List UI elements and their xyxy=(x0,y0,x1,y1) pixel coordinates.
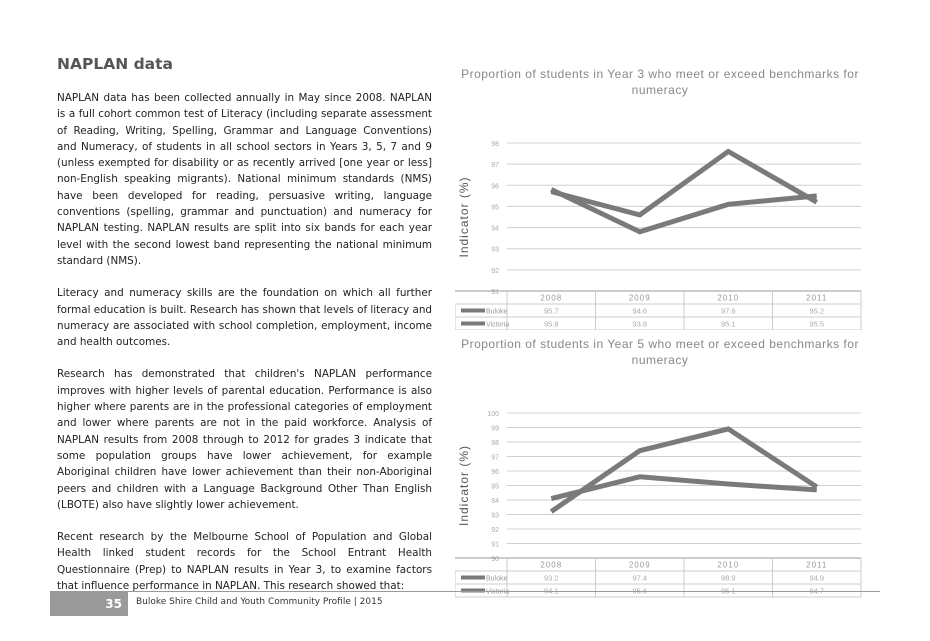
x-tick-label: 2009 xyxy=(628,293,651,303)
data-label: 97.4 xyxy=(632,573,648,583)
y-tick-label: 94 xyxy=(491,225,499,233)
year3-numeracy-chart xyxy=(455,66,865,335)
data-label: 95.1 xyxy=(720,319,736,329)
y-tick-label: 99 xyxy=(491,425,499,433)
y-tick-label: 94 xyxy=(491,498,499,505)
footer-text: Buloke Shire Child and Youth Community Profile | 2015 xyxy=(136,597,383,607)
y-axis-label: Indicator (%) xyxy=(457,176,471,258)
data-label: 94.6 xyxy=(632,306,648,316)
series-line-buloke xyxy=(551,429,817,512)
y-tick-label: 93 xyxy=(491,512,499,520)
series-line-buloke xyxy=(551,151,817,214)
data-label: 94.1 xyxy=(543,586,559,596)
data-label: 94.7 xyxy=(809,586,825,596)
chart-title: Proportion of students in Year 3 who meet or exceed benchmarks for numeracy xyxy=(461,67,859,97)
y-tick-label: 92 xyxy=(491,527,499,534)
x-tick-label: 2011 xyxy=(806,293,828,303)
series-line-victoria xyxy=(551,477,817,499)
y-tick-label: 98 xyxy=(491,440,499,447)
paragraph-2: Literacy and numeracy skills are the foundation on which all further formal education is built. Research has shown that levels of literacy and numeracy are associated with school completion, employment, income and health outcomes. xyxy=(57,287,432,349)
legend-label: Buloke xyxy=(486,575,508,583)
chart-svg xyxy=(455,98,865,330)
y-tick-label: 96 xyxy=(491,183,499,191)
y-tick-label: 95 xyxy=(491,204,499,212)
year5-numeracy-chart xyxy=(455,336,865,611)
y-tick-label: 97 xyxy=(491,162,499,170)
data-label: 95.7 xyxy=(543,306,559,316)
y-tick-label: 98 xyxy=(491,141,499,148)
y-tick-label: 91 xyxy=(491,541,499,549)
x-tick-label: 2010 xyxy=(717,293,740,303)
text-column xyxy=(57,55,432,610)
section-title: NAPLAN data xyxy=(57,55,173,73)
data-label: 93.8 xyxy=(632,319,648,329)
legend-label: Buloke xyxy=(486,308,508,316)
legend-label: Victoria xyxy=(486,588,510,596)
series-line-victoria xyxy=(551,190,817,232)
data-label: 97.6 xyxy=(720,306,736,316)
y-tick-label: 95 xyxy=(491,483,499,491)
y-tick-label: 96 xyxy=(491,469,499,476)
data-label: 95.1 xyxy=(720,586,736,596)
y-tick-label: 93 xyxy=(491,246,499,254)
y-tick-label: 91 xyxy=(491,289,499,296)
y-axis-label: Indicator (%) xyxy=(457,444,471,527)
chart-svg xyxy=(455,368,865,606)
page-number: 35 xyxy=(50,592,128,616)
y-tick-label: 92 xyxy=(491,267,499,275)
paragraph-3: Research has demonstrated that children's NAPLAN performance improves with higher levels of parental education. Performance is also higher where parents are in the professional categories of employment and lower where parents are not in the paid workforce. Analysis of NAPLAN results from 2008 through to 2012 for grades 3 indicate that some population groups have lower achievement, for example Aboriginal children have lower achievement than their non-Aboriginal peers and children with a Language Background Other Than English (LBOTE) also have slightly lower achievement. xyxy=(57,368,432,511)
data-label: 95.6 xyxy=(632,586,648,596)
paragraph-1: NAPLAN data has been collected annually in May since 2008. NAPLAN is a full cohort common test of Literacy (including separate assessment of Reading, Writing, Spelling, Grammar and Language Conventions) and Numeracy, of students in all school sectors in Years 3, 5, 7 and 9 (unless exempted for disability or as recently arrived [one year or less] non-English speaking migrants). National minimum standards (NMS) have been developed for reading, persuasive writing, language conventions (spelling, grammar and punctuation) and numeracy for NAPLAN testing. NAPLAN results are split into six bands for each year level with the second lowest band representing the national minimum standard (NMS). xyxy=(57,92,432,267)
data-label: 98.9 xyxy=(720,573,736,583)
data-label: 93.2 xyxy=(543,573,559,583)
data-label: 95.8 xyxy=(543,319,559,329)
x-tick-label: 2008 xyxy=(540,293,563,303)
data-label: 95.2 xyxy=(809,306,825,316)
page-footer xyxy=(50,588,880,615)
legend-label: Victoria xyxy=(486,321,510,329)
data-label: 95.5 xyxy=(809,319,825,329)
paragraph-4: Recent research by the Melbourne School of Population and Global Health linked student records for the School Entrant Health Questionnaire (Prep) to NAPLAN results in Year 3, to examine factors that influence performance in NAPLAN. This research showed that: xyxy=(57,531,432,593)
y-tick-label: 90 xyxy=(491,556,499,563)
chart-title: Proportion of students in Year 5 who meet or exceed benchmarks for numeracy xyxy=(461,337,859,367)
x-tick-label: 2010 xyxy=(717,560,740,570)
y-tick-label: 100 xyxy=(487,411,499,418)
x-tick-label: 2008 xyxy=(540,560,563,570)
data-label: 94.9 xyxy=(809,573,825,583)
y-tick-label: 97 xyxy=(491,454,499,462)
x-tick-label: 2009 xyxy=(628,560,651,570)
x-tick-label: 2011 xyxy=(806,560,828,570)
